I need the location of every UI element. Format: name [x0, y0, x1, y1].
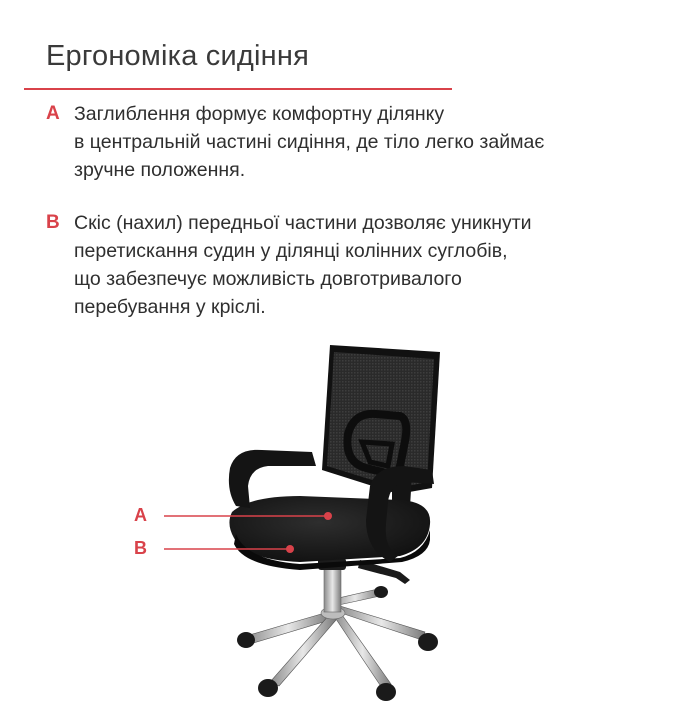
chair-seat — [229, 496, 430, 570]
feature-item-b — [46, 209, 666, 321]
office-chair-illustration — [0, 330, 684, 720]
feature-b-line-3: що забезпечує можливість довготривалого — [74, 268, 462, 290]
callout-dot-a — [324, 512, 332, 520]
feature-letter-b: B — [46, 212, 60, 233]
callout-label-a: A — [134, 505, 147, 525]
feature-b-line-2: перетискання судин у ділянці колінних суглобів, — [74, 240, 508, 262]
feature-b-line-1: Скіс (нахил) передньої частини дозволяє уникнути — [74, 212, 532, 234]
feature-text-a — [74, 100, 544, 184]
gas-cylinder — [324, 566, 341, 612]
feature-letter-a: A — [46, 103, 60, 124]
feature-item-a — [46, 100, 666, 184]
feature-a-line-2: в центральній частині сидіння, де тіло легко займає — [74, 131, 545, 153]
feature-a-line-3: зручне положення. — [74, 159, 246, 181]
feature-a-line-1: Заглиблення формує комфортну ділянку — [74, 103, 445, 125]
feature-b-line-4: перебування у кріслі. — [74, 296, 266, 318]
title-underline-divider — [24, 88, 452, 90]
page-title: Ергономіка сидіння — [46, 40, 309, 72]
callout-label-b: B — [134, 538, 147, 558]
feature-text-b — [74, 209, 532, 321]
callout-dot-b — [286, 545, 294, 553]
